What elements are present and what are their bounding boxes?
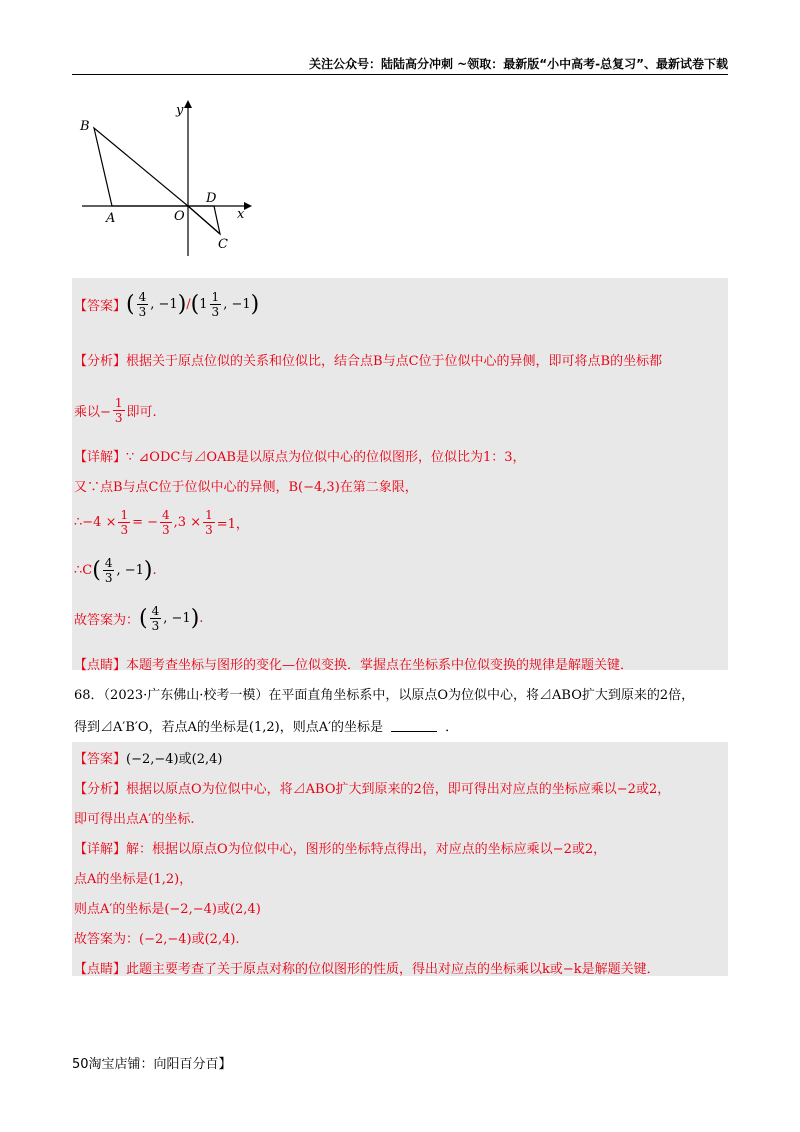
label-y: y [176,103,184,118]
label-a: A [106,211,116,226]
coordinate-figure [72,98,262,258]
label-c: C [218,237,228,252]
answer-blank [391,719,437,732]
q67-answer: 【答案】 ( $\frac{4}{3}$ , −1 ) / ( 1 $\frac{1}{3}$ , −1 ) [74,290,260,319]
q68-analysis-2: 即可得出点A′的坐标. [74,812,195,827]
q67-detail-1: 【详解】 ∵ ⊿ODC与⊿OAB是以原点为位似中心的位似图形，位似比为1：3， [74,450,526,465]
q68-stem-2: 得到⊿A′B′O，若点A的坐标是(1,2)，则点A′的坐标是 ． [74,720,459,735]
q68-answer: 【答案】 (−2,−4)或(2,4) [74,752,223,767]
q67-analysis-2: 乘以− $\frac{1}{3}$ 即可. [74,396,157,425]
q67-comment: 【点睛】 本题考查坐标与图形的变化—位似变换．掌握点在坐标系中位似变换的规律是解题关键． [74,658,634,673]
q67-detail-4: ∴C ( $\frac{4}{3}$ , −1 ) . [74,556,157,585]
q68-detail-2: 点A的坐标是(1,2)， [74,872,193,887]
q67-detail-3: ∴−4 × $\frac{1}{3}$ = − $\frac{4}{3}$ ,3 × $\frac{1}{3}$ =1， [74,508,249,537]
label-b: B [80,119,90,134]
q68-detail-3: 则点A′的坐标是(−2,−4)或(2,4) [74,902,261,917]
q67-answer-tag: 【答案】 [74,299,127,314]
label-o: O [174,209,185,224]
q67-detail-5: 故答案为： ( $\frac{4}{3}$ , −1 ) . [74,604,204,633]
q68-analysis-1: 【分析】 根据以原点O为位似中心，将⊿ABO扩大到原来的2倍，即可得出对应点的坐标应乘以−2或2， [74,782,671,797]
q68-detail-4: 故答案为：(−2,−4)或(2,4). [74,932,240,947]
q67-analysis-1: 【分析】 根据关于原点位似的关系和位似比，结合点B与点C位于位似中心的异侧，即可将点B的坐标都 [74,354,663,369]
q67-detail-2: 又∵点B与点C位于位似中心的异侧，B(−4,3)在第二象限， [74,480,418,495]
label-x: x [237,207,245,222]
label-d: D [206,191,217,206]
q68-comment: 【点睛】 此题主要考查了关于原点对称的位似图形的性质，得出对应点的坐标乘以k或−k是解题关键． [74,962,660,977]
q68-detail-1: 【详解】 解：根据以原点O为位似中心，图形的坐标特点得出，对应点的坐标应乘以−2或2， [74,842,607,857]
triangle-oab [94,128,188,206]
q68-stem-1: 68．（2023·广东佛山·校考一模）在平面直角坐标系中，以原点O为位似中心，将⊿ABO扩大到原来的2倍， [74,688,695,703]
page-footer: 50淘宝店铺：向阳百分百】 [72,1057,232,1072]
page-header: 关注公众号：陆陆高分冲刺 ~领取：最新版“小中高考-总复习”、最新试卷下载 [72,56,728,75]
